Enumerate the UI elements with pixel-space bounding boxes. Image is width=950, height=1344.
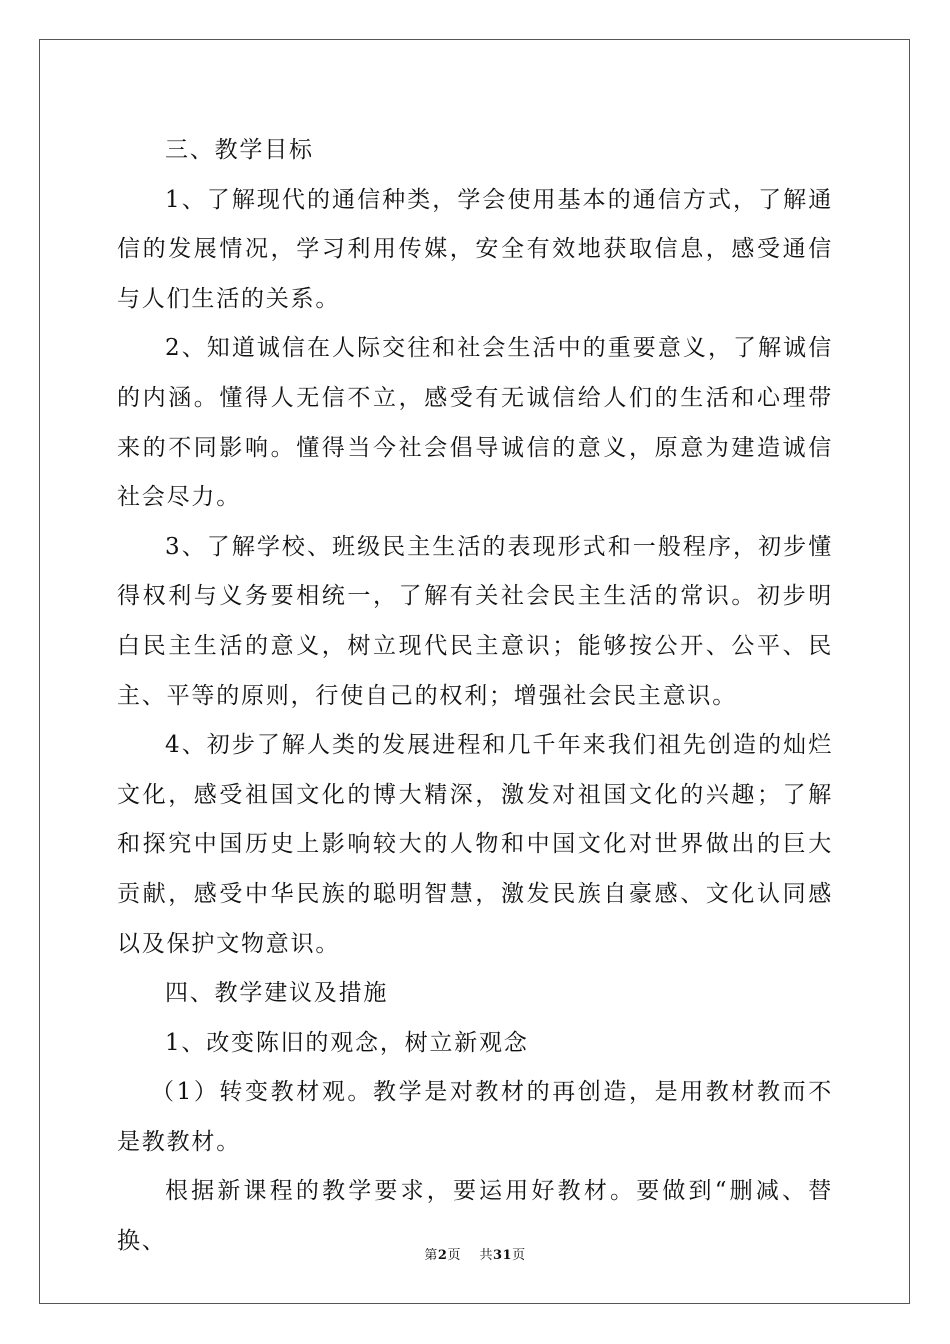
goal-paragraph-4: 4、初步了解人类的发展进程和几千年来我们祖先创造的灿烂文化，感受祖国文化的博大精深，激发对祖国文化的兴趣；了解和探究中国历史上影响较大的人物和中国文化对世界做出的巨大贡献，感受中华民族的聪明智慧，激发民族自豪感、文化认同感以及保护文物意识。 bbox=[117, 732, 833, 957]
total-pages: 31 bbox=[493, 1248, 513, 1263]
goal-paragraph-1: 1、了解现代的通信种类，学会使用基本的通信方式，了解通信的发展情况，学习利用传媒，安全有效地获取信息，感受通信与人们生活的关系。 bbox=[117, 186, 833, 312]
total-unit: 页 bbox=[512, 1248, 526, 1263]
section-heading-teaching-suggestions: 四、教学建议及措施 bbox=[165, 980, 389, 1007]
page-footer bbox=[0, 1244, 950, 1263]
page-prefix: 第 bbox=[424, 1248, 438, 1263]
section-heading-teaching-goals: 三、教学目标 bbox=[165, 137, 314, 163]
document-body bbox=[117, 126, 833, 1267]
page-number: 2 bbox=[437, 1248, 448, 1263]
subheading-change-concepts: 1、改变陈旧的观念，树立新观念 bbox=[165, 1029, 529, 1056]
page-unit: 页 bbox=[447, 1248, 461, 1263]
goal-paragraph-3: 3、了解学校、班级民主生活的表现形式和一般程序，初步懂得权利与义务要相统一，了解有关社会民主生活的常识。初步明白民主生活的意义，树立现代民主意识；能够按公开、公平、民主、平等的原则，行使自己的权利；增强社会民主意识。 bbox=[117, 533, 833, 709]
total-prefix: 共 bbox=[479, 1248, 493, 1263]
paragraph-curriculum-requirements: 根据新课程的教学要求，要运用好教材。要做到“删减、替换、 bbox=[117, 1178, 833, 1255]
goal-paragraph-2: 2、知道诚信在人际交往和社会生活中的重要意义，了解诚信的内涵。懂得人无信不立，感受有无诚信给人们的生活和心理带来的不同影响。懂得当今社会倡导诚信的意义，原意为建造诚信社会尽力。 bbox=[117, 335, 833, 511]
item-textbook-view: （1）转变教材观。教学是对教材的再创造，是用教材教而不是教教材。 bbox=[117, 1079, 833, 1155]
